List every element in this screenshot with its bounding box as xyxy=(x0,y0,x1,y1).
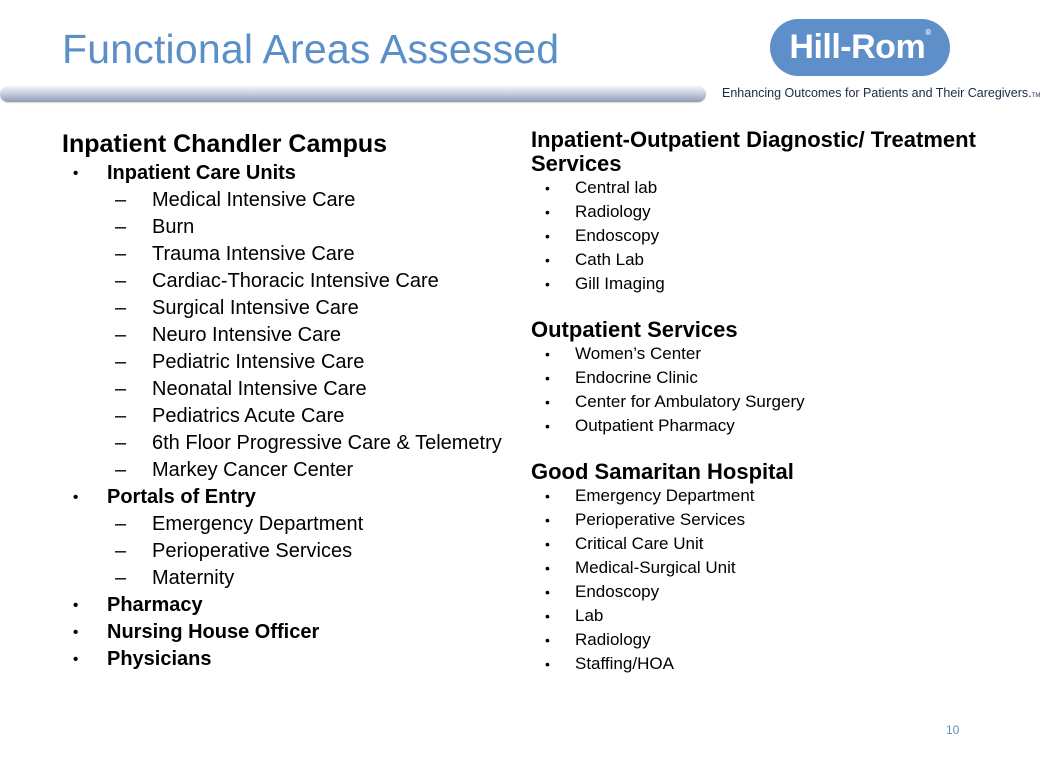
bullet-icon: • xyxy=(545,560,550,576)
list-item-label: Maternity xyxy=(152,567,235,589)
section-bullet xyxy=(62,484,502,511)
section-bullet xyxy=(62,619,502,646)
dash-icon: – xyxy=(115,351,127,373)
section-heading: Outpatient Services xyxy=(531,317,738,342)
list-item-label: Surgical Intensive Care xyxy=(152,297,359,319)
list-item xyxy=(531,342,991,366)
hill-rom-logo xyxy=(770,19,950,76)
dash-icon: – xyxy=(115,243,127,265)
bullet-icon: • xyxy=(545,180,550,196)
list-item-label: Women’s Center xyxy=(575,344,701,363)
right-list xyxy=(531,128,991,676)
bullet-icon: • xyxy=(545,512,550,528)
list-item-label: Perioperative Services xyxy=(575,510,746,529)
list-item xyxy=(62,511,502,538)
page-number: 10 xyxy=(946,723,960,737)
list-item xyxy=(62,538,502,565)
section-heading: Inpatient-Outpatient Diagnostic/ Treatment Services xyxy=(531,127,976,176)
list-item xyxy=(531,390,991,414)
list-item-label: Central lab xyxy=(575,178,658,197)
list-item xyxy=(62,295,502,322)
list-item xyxy=(531,628,991,652)
list-item-label: Pediatrics Acute Care xyxy=(152,405,345,427)
list-item-label: Burn xyxy=(152,216,195,238)
list-item xyxy=(531,484,991,508)
left-column xyxy=(62,128,502,673)
bullet-icon: • xyxy=(73,489,79,506)
list-item xyxy=(531,532,991,556)
list-item-label: Cath Lab xyxy=(575,250,644,269)
bullet-icon: • xyxy=(73,597,79,614)
dash-icon: – xyxy=(115,297,127,319)
list-item xyxy=(62,565,502,592)
list-item xyxy=(62,214,502,241)
list-item-label: Radiology xyxy=(575,630,651,649)
dash-icon: – xyxy=(115,459,127,481)
title-underline-bar xyxy=(0,86,706,102)
dash-icon: – xyxy=(115,513,127,535)
bullet-icon: • xyxy=(73,165,79,182)
dash-icon: – xyxy=(115,567,127,589)
list-item-label: Medical-Surgical Unit xyxy=(575,558,736,577)
bullet-icon: • xyxy=(545,370,550,386)
list-item xyxy=(62,268,502,295)
list-item xyxy=(62,430,502,457)
list-item xyxy=(531,580,991,604)
dash-icon: – xyxy=(115,324,127,346)
bullet-icon: • xyxy=(545,252,550,268)
list-item-label: Gill Imaging xyxy=(575,274,665,293)
dash-icon: – xyxy=(115,270,127,292)
slide-title: Functional Areas Assessed xyxy=(62,26,560,72)
list-item xyxy=(531,200,991,224)
logo-text: Hill-Rom® xyxy=(789,28,931,66)
list-item-label: Markey Cancer Center xyxy=(152,459,354,481)
bullet-icon: • xyxy=(73,624,79,641)
list-item xyxy=(62,376,502,403)
list-item xyxy=(531,272,991,296)
dash-icon: – xyxy=(115,216,127,238)
list-item xyxy=(62,322,502,349)
list-item xyxy=(531,414,991,438)
list-item xyxy=(62,349,502,376)
list-item-label: Radiology xyxy=(575,202,651,221)
section-bullet xyxy=(62,592,502,619)
list-item-label: Staffing/HOA xyxy=(575,654,674,673)
left-heading: Inpatient Chandler Campus xyxy=(62,130,388,158)
logo-tagline: Enhancing Outcomes for Patients and Their Caregivers.TM xyxy=(722,86,1040,100)
list-item xyxy=(531,604,991,628)
list-item-label: Neonatal Intensive Care xyxy=(152,378,367,400)
list-item xyxy=(531,248,991,272)
section-bullet xyxy=(62,646,502,673)
dash-icon: – xyxy=(115,189,127,211)
bullet-icon: • xyxy=(545,632,550,648)
list-item-label: Medical Intensive Care xyxy=(152,189,356,211)
list-item xyxy=(62,187,502,214)
bullet-icon: • xyxy=(545,394,550,410)
list-item-label: Trauma Intensive Care xyxy=(152,243,355,265)
section-label: Portals of Entry xyxy=(107,486,256,508)
bullet-icon: • xyxy=(545,228,550,244)
bullet-icon: • xyxy=(545,536,550,552)
list-item-label: Center for Ambulatory Surgery xyxy=(575,392,805,411)
list-item xyxy=(531,224,991,248)
bullet-icon: • xyxy=(545,488,550,504)
section-label: Nursing House Officer xyxy=(107,621,320,643)
bullet-icon: • xyxy=(545,656,550,672)
section-gap xyxy=(531,296,991,318)
list-item-label: Emergency Department xyxy=(152,513,364,535)
list-item xyxy=(531,652,991,676)
section-label: Physicians xyxy=(107,648,212,670)
list-item xyxy=(62,403,502,430)
dash-icon: – xyxy=(115,540,127,562)
bullet-icon: • xyxy=(545,346,550,362)
bullet-icon: • xyxy=(545,418,550,434)
section-gap xyxy=(531,438,991,460)
list-item xyxy=(62,457,502,484)
list-item-label: 6th Floor Progressive Care & Telemetry xyxy=(152,432,502,454)
list-item xyxy=(531,508,991,532)
list-item xyxy=(62,241,502,268)
list-item-label: Outpatient Pharmacy xyxy=(575,416,735,435)
section-label: Pharmacy xyxy=(107,594,203,616)
list-item-label: Lab xyxy=(575,606,604,625)
dash-icon: – xyxy=(115,378,127,400)
list-item-label: Neuro Intensive Care xyxy=(152,324,341,346)
list-item-label: Pediatric Intensive Care xyxy=(152,351,365,373)
list-item-label: Emergency Department xyxy=(575,486,755,505)
list-item-label: Critical Care Unit xyxy=(575,534,704,553)
bullet-icon: • xyxy=(545,608,550,624)
list-item-label: Endocrine Clinic xyxy=(575,368,698,387)
bullet-icon: • xyxy=(73,651,79,668)
list-item-label: Endoscopy xyxy=(575,226,660,245)
dash-icon: – xyxy=(115,405,127,427)
section-bullet xyxy=(62,160,502,187)
list-item xyxy=(531,556,991,580)
section-label: Inpatient Care Units xyxy=(107,162,296,184)
dash-icon: – xyxy=(115,432,127,454)
list-item-label: Endoscopy xyxy=(575,582,660,601)
left-list xyxy=(62,160,502,673)
list-item xyxy=(531,176,991,200)
bullet-icon: • xyxy=(545,276,550,292)
list-item xyxy=(531,366,991,390)
section-heading: Good Samaritan Hospital xyxy=(531,459,794,484)
list-item-label: Cardiac-Thoracic Intensive Care xyxy=(152,270,439,292)
bullet-icon: • xyxy=(545,204,550,220)
bullet-icon: • xyxy=(545,584,550,600)
list-item-label: Perioperative Services xyxy=(152,540,353,562)
right-column xyxy=(531,128,991,676)
